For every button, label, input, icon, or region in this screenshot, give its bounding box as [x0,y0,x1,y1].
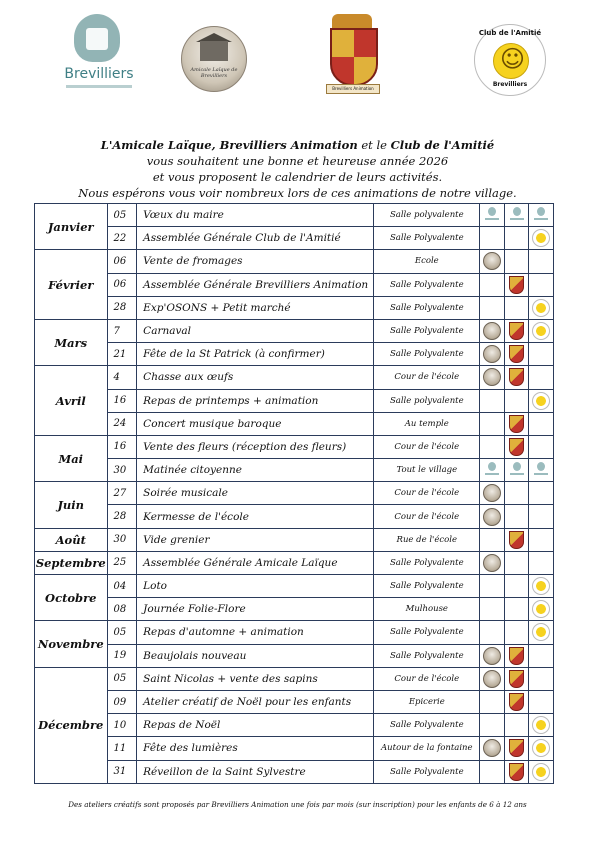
event-place: Tout le village [374,459,480,482]
crown-icon [332,14,372,28]
club-amitie-icon [532,577,550,595]
organizer-cell [529,366,554,389]
organizer-cell [480,204,505,227]
event-day: 06 [107,250,137,273]
organizer-cell [529,343,554,366]
coat-of-arms-icon [509,670,524,688]
intro-club-name: Club de l'Amitié [390,138,495,152]
activities-calendar [34,203,554,784]
organizer-cell [480,366,505,389]
organizer-cell [529,204,554,227]
table-row [35,435,554,458]
organizer-cell [480,644,505,667]
event-place: Epicerie [374,690,480,713]
club-amitie-icon [532,739,550,757]
table-row [35,644,554,667]
event-day: 05 [107,667,137,690]
divider [66,85,132,88]
month-label: Décembre [35,667,108,783]
month-label: Mai [35,435,108,481]
month-label: Janvier [35,204,108,250]
organizer-cell [504,737,529,760]
organizer-cell [480,319,505,342]
organizer-cell [504,505,529,528]
organizer-cell [529,737,554,760]
table-row [35,250,554,273]
organizer-cell [529,319,554,342]
month-label: Octobre [35,575,108,621]
amicale-logo-icon [483,322,501,340]
event-day: 09 [107,690,137,713]
organizer-cell [480,528,505,551]
organizer-cell [480,435,505,458]
event-day: 28 [107,296,137,319]
organizer-cell [529,389,554,412]
coat-of-arms-icon [509,276,524,294]
organizer-cell [504,667,529,690]
event-day: 4 [107,366,137,389]
amicale-logo-icon [483,368,501,386]
organizer-cell [504,204,529,227]
event-place: Salle Polyvalente [374,575,480,598]
intro-and: et le [357,138,391,152]
organizer-cell [480,575,505,598]
amicale-logo-icon [483,508,501,526]
organizer-cell [504,598,529,621]
intro-line-3: et vous proposent le calendrier de leurs activités. [152,170,443,184]
event-day: 24 [107,412,137,435]
table-row [35,366,554,389]
month-label: Août [35,528,108,551]
event-place: Salle polyvalente [374,204,480,227]
club-amitie-icon [532,623,550,641]
event-place: Salle polyvalente [374,389,480,412]
coat-of-arms-icon [509,345,524,363]
coat-of-arms-icon [509,739,524,757]
event-day: 31 [107,760,137,783]
logo-bar [0,12,595,98]
event-name: Saint Nicolas + vente des sapins [137,667,374,690]
organizer-cell [529,412,554,435]
event-place: Cour de l'école [374,482,480,505]
event-day: 21 [107,343,137,366]
organizer-cell [480,714,505,737]
club-amitie-icon [532,600,550,618]
event-place: Mulhouse [374,598,480,621]
organizer-cell [480,667,505,690]
organizer-cell [480,621,505,644]
club-amitie-icon [532,299,550,317]
event-name: Matinée citoyenne [137,459,374,482]
event-place: Salle Polyvalente [374,644,480,667]
club-amitie-icon [532,322,550,340]
organizer-cell [529,227,554,250]
organizer-cell [504,319,529,342]
table-row [35,459,554,482]
month-label: Novembre [35,621,108,667]
organizer-cell [529,435,554,458]
event-day: 16 [107,435,137,458]
event-place: Salle Polyvalente [374,273,480,296]
organizer-cell [529,551,554,574]
month-label: Juin [35,482,108,528]
table-row [35,528,554,551]
event-day: 7 [107,319,137,342]
event-day: 04 [107,575,137,598]
brevilliers-icon [509,462,525,478]
event-place: Ecole [374,250,480,273]
brevilliers-icon [484,207,500,223]
table-row [35,598,554,621]
shield-icon [330,28,378,86]
brevilliers-icon [484,462,500,478]
organizer-cell [529,528,554,551]
organizer-cell [504,644,529,667]
coat-of-arms-icon [509,693,524,711]
event-place: Salle Polyvalente [374,621,480,644]
event-name: Repas de Noël [137,714,374,737]
event-day: 28 [107,505,137,528]
amicale-logo-icon [483,554,501,572]
organizer-cell [504,389,529,412]
organizer-cell [504,528,529,551]
event-day: 06 [107,273,137,296]
organizer-cell [480,551,505,574]
coat-of-arms-icon [509,531,524,549]
amicale-logo-icon [483,647,501,665]
event-name: Assemblée Générale Amicale Laïque [137,551,374,574]
month-label: Avril [35,366,108,436]
organizer-cell [504,760,529,783]
table-row [35,296,554,319]
event-day: 16 [107,389,137,412]
event-place: Salle Polyvalente [374,343,480,366]
organizer-cell [480,273,505,296]
event-place: Salle Polyvalente [374,319,480,342]
event-day: 19 [107,644,137,667]
organizer-cell [504,273,529,296]
event-day: 27 [107,482,137,505]
event-place: Cour de l'école [374,505,480,528]
organizer-cell [504,482,529,505]
organizer-cell [504,459,529,482]
event-name: Kermesse de l'école [137,505,374,528]
brevilliers-logo-text: Brevilliers [64,66,134,82]
table-row [35,575,554,598]
table-row [35,412,554,435]
organizer-cell [529,667,554,690]
footer-note: Des ateliers créatifs sont proposés par Brevilliers Animation une fois par mois (sur inscription) pour les enfants de 6 à 12 ans [68,800,527,809]
coat-of-arms-ribbon: Brevilliers Animation [326,84,380,94]
event-name: Loto [137,575,374,598]
organizer-cell [529,644,554,667]
intro-line-4: Nous espérons vous voir nombreux lors de ces animations de notre village. [78,186,517,200]
event-day: 11 [107,737,137,760]
event-place: Au temple [374,412,480,435]
event-place: Cour de l'école [374,435,480,458]
organizer-cell [504,366,529,389]
organizer-cell [529,690,554,713]
event-place: Rue de l'école [374,528,480,551]
event-name: Repas d'automne + animation [137,621,374,644]
event-name: Chasse aux œufs [137,366,374,389]
brevilliers-icon [509,207,525,223]
organizer-cell [480,296,505,319]
organizer-cell [529,296,554,319]
amicale-logo-icon [483,670,501,688]
event-place: Cour de l'école [374,366,480,389]
organizer-cell [529,273,554,296]
club-logo-subtitle: Brevilliers [492,81,528,88]
coat-of-arms-icon [509,368,524,386]
event-place: Salle Polyvalente [374,296,480,319]
event-name: Fête de la St Patrick (à confirmer) [137,343,374,366]
month-label: Septembre [35,551,108,574]
castle-icon [74,14,120,62]
organizer-cell [480,227,505,250]
organizer-cell [504,575,529,598]
club-amitie-icon [532,763,550,781]
organizer-cell [529,250,554,273]
event-place: Autour de la fontaine [374,737,480,760]
event-day: 30 [107,528,137,551]
month-label: Mars [35,319,108,365]
event-day: 10 [107,714,137,737]
organizer-cell [504,551,529,574]
brevilliers-icon [533,462,549,478]
club-amitie-icon [532,229,550,247]
event-place: Salle Polyvalente [374,551,480,574]
organizer-cell [529,621,554,644]
amicale-logo-icon [483,484,501,502]
organizer-cell [480,250,505,273]
intro-text [0,137,595,201]
brevilliers-icon [533,207,549,223]
amicale-logo-icon [483,252,501,270]
organizer-cell [480,412,505,435]
event-name: Exp'OSONS + Petit marché [137,296,374,319]
table-row [35,760,554,783]
organizer-cell [504,296,529,319]
event-name: Journée Folie-Flore [137,598,374,621]
organizer-cell [504,621,529,644]
club-amitie-icon [532,392,550,410]
intro-org-names: L'Amicale Laïque, Brevilliers Animation [100,138,358,152]
event-name: Vide grenier [137,528,374,551]
organizer-cell [529,714,554,737]
event-name: Beaujolais nouveau [137,644,374,667]
table-row [35,319,554,342]
organizer-cell [480,505,505,528]
table-row [35,389,554,412]
organizer-cell [480,690,505,713]
table-row [35,551,554,574]
coat-of-arms-icon [509,415,524,433]
organizer-cell [480,343,505,366]
event-day: 30 [107,459,137,482]
event-place: Salle Polyvalente [374,714,480,737]
organizer-cell [504,412,529,435]
amicale-logo-text: Amicale Laïque de Brevilliers [190,67,238,79]
table-row [35,737,554,760]
coat-of-arms-icon [509,763,524,781]
organizer-cell [529,505,554,528]
event-name: Soirée musicale [137,482,374,505]
organizer-cell [504,435,529,458]
event-place: Cour de l'école [374,667,480,690]
event-name: Carnaval [137,319,374,342]
club-amitie-logo [474,24,546,96]
event-name: Assemblée Générale Brevilliers Animation [137,273,374,296]
table-row [35,227,554,250]
event-day: 05 [107,621,137,644]
organizer-cell [529,482,554,505]
organizer-cell [480,389,505,412]
table-row [35,621,554,644]
event-day: 08 [107,598,137,621]
event-name: Vente des fleurs (réception des fleurs) [137,435,374,458]
intro-line-2: vous souhaitent une bonne et heureuse année 2026 [146,154,449,168]
event-name: Assemblée Générale Club de l'Amitié [137,227,374,250]
table-row [35,482,554,505]
organizer-cell [480,737,505,760]
organizer-cell [480,598,505,621]
table-row [35,343,554,366]
organizer-cell [504,250,529,273]
organizer-cell [480,760,505,783]
coat-of-arms-logo [326,14,378,96]
club-amitie-icon [532,716,550,734]
event-name: Vœux du maire [137,204,374,227]
intro-line-1 [0,137,595,153]
smiley-icon [493,43,529,79]
table-row [35,273,554,296]
event-day: 05 [107,204,137,227]
amicale-logo [181,26,247,92]
organizer-cell [504,714,529,737]
event-day: 25 [107,551,137,574]
table-row [35,505,554,528]
event-place: Salle Polyvalente [374,760,480,783]
organizer-cell [480,482,505,505]
table-row [35,204,554,227]
calendar-body [35,204,554,784]
table-row [35,714,554,737]
event-day: 22 [107,227,137,250]
event-name: Fête des lumières [137,737,374,760]
event-name: Atelier créatif de Noël pour les enfants [137,690,374,713]
event-place: Salle Polyvalente [374,227,480,250]
coat-of-arms-icon [509,438,524,456]
organizer-cell [529,459,554,482]
amicale-logo-icon [483,345,501,363]
brevilliers-logo [60,14,138,96]
organizer-cell [504,343,529,366]
event-name: Repas de printemps + animation [137,389,374,412]
month-label: Février [35,250,108,320]
organizer-cell [504,690,529,713]
coat-of-arms-icon [509,647,524,665]
table-row [35,690,554,713]
event-name: Réveillon de la Saint Sylvestre [137,760,374,783]
event-name: Concert musique baroque [137,412,374,435]
table-row [35,667,554,690]
organizer-cell [480,459,505,482]
organizer-cell [529,760,554,783]
organizer-cell [529,598,554,621]
house-icon [200,41,228,61]
coat-of-arms-icon [509,322,524,340]
club-logo-title: Club de l'Amitié [478,29,542,37]
amicale-logo-icon [483,739,501,757]
organizer-cell [504,227,529,250]
event-name: Vente de fromages [137,250,374,273]
organizer-cell [529,575,554,598]
